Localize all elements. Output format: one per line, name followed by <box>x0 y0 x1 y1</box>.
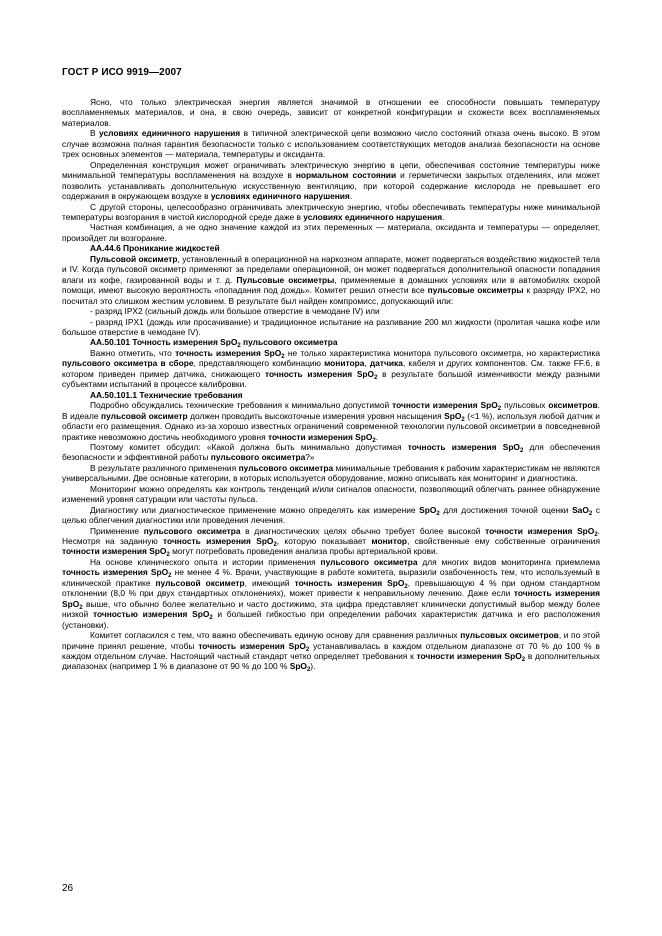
text-run: АА.44.6 Проникание жидкостей <box>90 243 220 254</box>
text-run: устанавливалась в каждом отдельном диапазоне от 70 % до 100 % в каждом отдельном случае. Настоящий частный стандарт четко определяет требования к <box>62 640 600 662</box>
text-run: условиях единичного нарушения <box>303 211 443 222</box>
text-run: 2 <box>374 374 378 381</box>
text-run: должен проводить высокоточные измерения уровня насыщения <box>187 410 445 421</box>
text-run: монитор <box>371 536 408 547</box>
text-run: АА.50.101.1 Технические требования <box>90 389 243 400</box>
text-run: . <box>375 431 379 442</box>
text-run: для обеспечения безопасности и эффективной работы <box>62 441 600 463</box>
text-run: 2 <box>404 583 408 590</box>
text-run: . <box>442 211 445 222</box>
text-run: Определенная конструкция может ограничивать электрическую энергию в цепи, обеспечивая состояние температуры ниже минимальной температуры воспламенения на воздухе в <box>62 159 600 181</box>
text-run: ). <box>310 661 316 672</box>
text-run: . <box>349 191 353 202</box>
text-run: 2 <box>305 646 310 653</box>
text-run: 2 <box>281 353 285 360</box>
text-run: ?» <box>305 452 315 463</box>
text-run: точности измерения SpO <box>485 525 595 536</box>
text-run: пульсовых <box>501 400 549 411</box>
text-run: оксиметров <box>548 400 598 411</box>
text-run: не только характеристика монитора пульсового оксиметра, но характеристика <box>284 347 600 358</box>
text-run: Мониторинг можно определять как контроль тенденций и/или сигналов опасности, позволяющий облегчать раннее обнаружение изменений уровня сатурации или частоты пульса. <box>62 483 600 505</box>
document-header: ГОСТ Р ИСО 9919—2007 <box>62 67 182 78</box>
paragraph <box>62 442 600 463</box>
text-run: 2 <box>237 343 241 350</box>
text-run: Ясно, что только электрическая энергия является значимой в отношении ее способности повышать температуру воспламеняемых материалов, и она, в свою очередь, зависит от конкретной конфигурации и схожести всех воспламеняемых материалов. <box>62 97 600 128</box>
text-run: 2 <box>588 510 593 517</box>
text-run: 2 <box>306 667 311 674</box>
text-run: , представляющего комбинацию <box>193 358 325 369</box>
text-run: и большей гибкостью при определении рабочих характеристик датчика и его расположения (установки). <box>62 609 600 630</box>
text-run: 2 <box>209 615 213 622</box>
text-run: 2 <box>521 657 526 664</box>
text-run: нормальном состоянии <box>295 170 397 181</box>
text-run: В <box>90 128 100 139</box>
text-run: пульсового оксиметра <box>320 556 418 567</box>
text-run: точность измерения SpO <box>175 347 282 358</box>
text-run: точность измерения SpO <box>264 368 375 379</box>
text-run: пульсового оксиметра <box>143 525 241 536</box>
text-run: . Несмотря на заданную <box>62 525 600 547</box>
text-run: пульсового оксиметра <box>240 337 338 348</box>
text-run: , кабеля и других компонентов. См. также FF.6, в котором приведен пример датчика, снижающего <box>62 358 600 379</box>
text-run: точности измерения SpO <box>416 651 522 662</box>
paragraph <box>62 222 600 243</box>
text-run: SpO <box>289 661 307 672</box>
text-run: , превышающую 4 % при одном стандартном отклонении (8,0 % при двух стандартных отклонениях), может привести к неправильному лечению. Даже если <box>62 577 600 599</box>
text-run: Пульсовой оксиметр <box>90 253 178 264</box>
text-run: , применяемые в домашних условиях или в автомобилях скорой помощи, имеют высокую вероятность «попадания под дождь». Комитет решил отнести все <box>62 274 601 296</box>
text-run: точность измерения SpO <box>198 640 306 651</box>
text-run: , которую показывает <box>276 536 372 547</box>
text-run: , установленный в операционной на наркозном аппарате, может подвергаться воздействию жидкостей тела и IV. Когда пульсовой оксиметр применяют за пределами операционной, он может подвергаться дополнительной опасности попадания влаги из кофе, газированной воды и т. д. <box>62 253 600 285</box>
text-run: , имеющий <box>244 577 295 588</box>
text-run: Комитет согласился с тем, что важно обеспечивать единую основу для сравнения различных <box>90 630 461 641</box>
text-run: Диагностику или диагностическое применение можно определять как измерение <box>90 504 420 515</box>
text-run: точности измерения SpO <box>267 431 373 442</box>
text-run: 2 <box>461 416 465 423</box>
text-run: точности измерения SpO <box>62 546 167 557</box>
text-run: точность измерения SpO <box>62 567 169 578</box>
text-run: АА.50.101 Точность измерения SpO <box>90 337 238 348</box>
text-run: 2 <box>166 552 170 559</box>
text-run: с целью облегчения диагностики или проведения лечения. <box>62 504 601 526</box>
text-run: точность измерения SpO <box>62 588 600 609</box>
text-run: , свойственные ему собственные ограничения <box>407 536 600 547</box>
text-run: пульсовой оксиметр <box>155 577 245 588</box>
text-run: 2 <box>372 437 376 444</box>
text-run: точностью измерения SpO <box>92 609 210 620</box>
text-run: пульсовых оксиметров <box>460 630 559 641</box>
text-run: в диагностических целях обычно требует более высокой <box>240 525 486 536</box>
text-run: пульсовой оксиметр <box>101 410 188 421</box>
document-body <box>62 97 600 672</box>
paragraph <box>62 317 600 338</box>
paragraph <box>62 254 600 306</box>
text-run: выше, что обычно более желательно и часто достижимо, эта цифра представляет клинически допустимый выбор между более низкой <box>62 598 600 620</box>
text-run: в дополнительных диапазонах (например 1 % в диапазоне от 90 % до 100 % <box>62 651 600 672</box>
paragraph <box>62 400 600 442</box>
paragraph <box>62 463 600 484</box>
text-run: точность измерения SpO <box>294 577 405 588</box>
text-run: могут потребовать проведения анализа пробы артериальной крови. <box>169 546 439 557</box>
page-number: 26 <box>62 883 74 894</box>
text-run: , <box>364 358 370 369</box>
text-run: для достижения точной оценки <box>439 504 573 515</box>
text-run: SpO <box>444 410 462 421</box>
paragraph <box>62 160 600 202</box>
section-heading <box>62 390 600 400</box>
text-run: На основе клинического опыта и истории применения <box>90 556 321 567</box>
text-run: пульсовые оксиметры <box>427 285 524 296</box>
text-run: к разряду IPX2, но посчитал это слишком жестким условием. В результате был найден компромисс, допускающий или: <box>62 285 600 306</box>
text-run: . В идеале <box>62 400 600 421</box>
text-run: Поэтому комитет обсудил: «Какой должна быть минимально допустимая <box>90 441 408 452</box>
text-run: 2 <box>594 531 598 538</box>
paragraph <box>62 128 600 159</box>
text-run: в результате большой изменчивости между разными субъектами испытаний в процессе калибровки. <box>62 368 600 390</box>
text-run: SaO <box>572 504 589 515</box>
text-run: 2 <box>168 573 172 580</box>
text-run: Частная комбинация, а не одно значение каждой из этих переменных — материала, оксиданта и температуры — определяет, произойдет ли возгорание. <box>62 222 600 243</box>
text-run: не менее 4 %. Врачи, участвующие в работе комитета, выразили озабоченность тем, что используемый в клинической практике <box>62 567 600 588</box>
paragraph <box>62 630 600 672</box>
text-run: для многих видов мониторинга приемлема <box>417 556 600 567</box>
text-run: монитора <box>324 358 365 369</box>
text-run: - разряд IPX1 (дождь или просачивание) и традиционное испытание на разливание 200 мл жидкости (пролитая чашка кофе или большое отверстие в чемодане IV). <box>62 316 600 337</box>
text-run: , и по этой причине принял решение, чтобы <box>62 630 600 651</box>
text-run: пульсового оксиметра в сборе <box>62 358 194 369</box>
paragraph <box>62 526 600 557</box>
text-run: Важно отметить, что <box>90 347 176 358</box>
paragraph <box>62 484 600 505</box>
text-run: и герметически закрытых отделениях, или может позволить устанавливать дополнительную искусственную вентиляцию, при которой содержание кислорода не превышает его содержания в окружающем воздухе в <box>62 170 600 202</box>
text-run: в типичной электрической цепи возможно число состояний отказа очень высоко. В этом случае возможна полная гарантия безопасности только с использованием соответствующих методов анализа безопасности на основе трех основных элементов — материала, температуры и оксиданта. <box>62 128 600 160</box>
text-run: (<1 %), используя любой датчик и области его размещения. Однако из-за хорошо известных ограничений современной технологии пульсовой оксиметрии в повседневной практике невозможно достичь необходимого уровня <box>62 410 600 442</box>
text-run: пульсового оксиметра <box>210 452 306 463</box>
text-run: пульсового оксиметра <box>238 462 334 473</box>
text-run: точность измерения SpO <box>163 536 274 547</box>
paragraph <box>62 97 600 128</box>
text-run: 2 <box>273 542 277 549</box>
text-run: условиях единичного нарушения <box>99 128 241 139</box>
text-run: SpO <box>419 504 437 515</box>
text-run: Пульсовые оксиметры <box>236 274 335 285</box>
text-run: точности измерения SpO <box>392 400 498 411</box>
paragraph <box>62 505 600 526</box>
text-run: В результате различного применения <box>90 462 239 473</box>
text-run: С другой стороны, целесообразно ограничивать электрическую энергию, чтобы обеспечивать температуры ниже минимальной температуры возгорания в чистой кислородной среде даже в <box>62 201 600 222</box>
text-run: датчика <box>369 358 403 369</box>
section-heading <box>62 337 600 350</box>
text-run: 2 <box>519 447 524 454</box>
text-run: Применение <box>90 525 144 536</box>
text-run: - разряд IPX2 (сильный дождь или большое отверстие в чемодане IV) или <box>90 306 380 317</box>
text-run: 2 <box>79 604 83 611</box>
paragraph <box>62 202 600 223</box>
text-run: точность измерения SpO <box>407 441 520 452</box>
text-run: 2 <box>436 510 440 517</box>
text-run: минимальные требования к рабочим характеристикам не являются универсальными. Две основные категории, в которых используется оборудование, можно описывать как мониторинг и диагностика. <box>62 462 600 484</box>
paragraph <box>62 348 600 390</box>
section-heading <box>62 243 600 253</box>
paragraph <box>62 557 600 630</box>
text-run: 2 <box>497 406 502 413</box>
text-run: Подробно обсуждались технические требования к минимально допустимой <box>90 400 393 411</box>
paragraph <box>62 306 600 316</box>
text-run: условиях единичного нарушения <box>210 191 350 202</box>
